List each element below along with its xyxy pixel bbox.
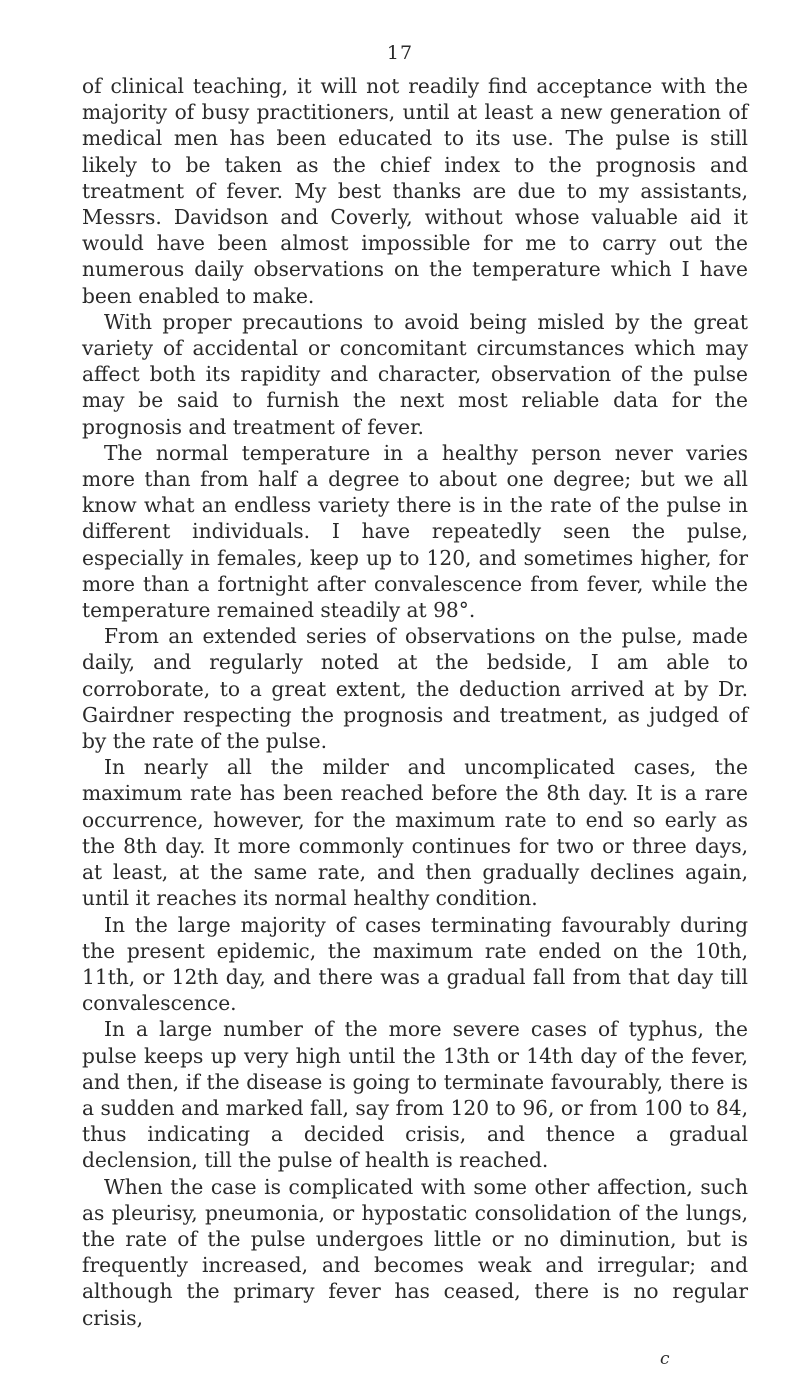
paragraph: The normal temperature in a healthy person never varies more than from half a degree to about one degree; but we all know what an endless variety there is in the rate of the pulse in different individuals. I have repeatedly seen the pulse, especially in females, keep up to 120, and sometimes higher, for more than a fortnight after convalescence from fever, while the temperature remained steadily at 98°.: [82, 440, 748, 623]
paragraph: In the large majority of cases terminating favourably during the present epidemic, the maximum rate ended on the 10th, 11th, or 12th day, and there was a gradual fall from that day till convalescence.: [82, 912, 748, 1016]
paragraph: From an extended series of observations on the pulse, made daily, and regularly noted at the bedside, I am able to corroborate, to a great extent, the deduction arrived at by Dr. Gairdner respecting the prognosis and treatment, as judged of by the rate of the pulse.: [82, 624, 748, 754]
paragraph: With proper precautions to avoid being misled by the great variety of accidental or concomitant circumstances which may affect both its rapidity and character, observation of the pulse may be said to furnish the next most reliable data for the prognosis and treatment of fever.: [82, 309, 748, 439]
paragraph: of clinical teaching, it will not readily find acceptance with the majority of busy practitioners, until at least a new generation of medical men has been educated to its use. The pulse is still likely to be taken as the chief index to the prognosis and treatment of fever. My best thanks are due to my assistants, Messrs. Davidson and Coverly, without whose valuable aid it would have been almost impossible for me to carry out the numerous daily observations on the temperature which I have been enabled to make.: [82, 74, 748, 308]
paragraph: In nearly all the milder and uncomplicated cases, the maximum rate has been reached before the 8th day. It is a rare occurrence, however, for the maximum rate to end so early as the 8th day. It more commonly continues for two or three days, at least, at the same rate, and then gradually declines again, until it reaches its normal healthy condition.: [82, 755, 748, 911]
paragraph: In a large number of the more severe cases of typhus, the pulse keeps up very high until the 13th or 14th day of the fever, and then, if the disease is going to terminate favourably, there is a sudden and marked fall, say from 120 to 96, or from 100 to 84, thus indicating a decided crisis, and thence a gradual declension, till the pulse of health is reached.: [82, 1017, 748, 1173]
signature-mark: c: [660, 1349, 670, 1369]
body-text: [82, 73, 748, 1331]
page-number: 17: [386, 42, 414, 64]
paragraph: When the case is complicated with some other affection, such as pleurisy, pneumonia, or hypostatic consolidation of the lungs, the rate of the pulse undergoes little or no diminution, but is frequently increased, and becomes weak and irregular; and although the primary fever has ceased, there is no regular crisis,: [82, 1174, 748, 1330]
